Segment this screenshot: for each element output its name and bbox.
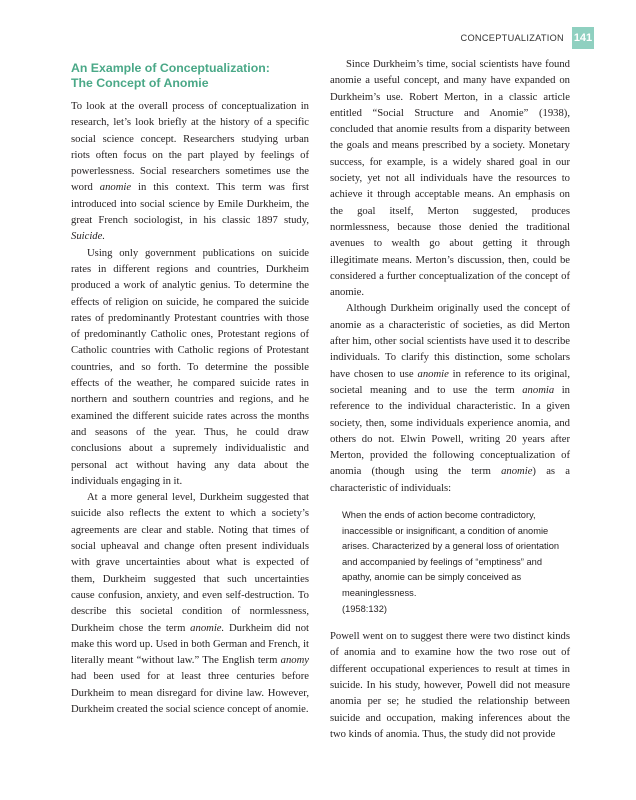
quote-text: When the ends of action become contradictory, inaccessible or insignificant, a condition of anomie arises. Characterized by a general loss of orientation and accompanied by feelings of “emptiness” and apathy, anomie can be simply conceived as meaninglessness. xyxy=(342,510,560,598)
term-anomie: anomie xyxy=(417,368,449,380)
paragraph xyxy=(330,301,570,497)
text-run: in reference to its original, societal meaning and to use the term xyxy=(330,368,570,396)
text-run: Although Durkheim originally used the concept of anomie as a characteristic of societies, as did Merton after him, other social scientists have used it to describe individuals. To clarify this distinction, some scholars have chosen to use xyxy=(330,303,570,380)
text-run: ) as a characteristic of individuals: xyxy=(330,466,570,494)
text-run: in reference to the individual characteristic. In a given society, then, some individuals experience anomia, and others do not. Elwin Powell, writing 20 years after Merton, provided the following conceptualization of anomia (though using the term xyxy=(330,384,570,478)
term-anomie: anomie xyxy=(501,466,533,478)
text-run: had been used for at least three centuries before Durkheim to mean disregard for divine law. However, Durkheim created the social science concept of anomie. xyxy=(71,671,309,715)
section-heading-line-1: An Example of Conceptualization: xyxy=(71,61,270,75)
paragraph: Using only government publications on suicide rates in different regions and countries, Durkheim produced a work of analytic genius. To determine the effects of religion on suicide, he compared the suicide rates of predominantly Protestant countries with those of predominantly Catholic ones, Protestant regions of Catholic countries with Catholic regions of Protestant countries, and so forth. To determine the possible effects of the weather, he compared suicide rates in northern and southern countries and regions, and he examined the different suicide rates across the months and seasons of the year. Thus, he could draw conclusions about a supremely individualistic and personal act without having any data about the individuals engaging in it. xyxy=(71,247,309,487)
right-column xyxy=(330,57,570,743)
running-head xyxy=(461,27,594,49)
book-title-suicide: Suicide. xyxy=(71,231,105,243)
text-run: At a more general level, Durkheim suggested that suicide also reflects the extent to which a society’s agreements are clear and stable. Noting that times of social upheaval and change often present individuals with grave uncertainties about what is expected of them, Durkheim suggested that such uncertainties cause confusion, anxiety, and even self-destruction. To describe this societal condition of normlessness, Durkheim chose the term xyxy=(71,492,309,634)
paragraph xyxy=(71,490,309,718)
term-anomia: anomia xyxy=(522,384,555,396)
term-anomy: anomy xyxy=(280,655,309,667)
left-column xyxy=(71,57,309,718)
text-run: Durkheim did not make this word up. Used in both German and French, it literally meant “without law.” The English term xyxy=(71,622,309,667)
paragraph: Powell went on to suggest there were two distinct kinds of anomia and to examine how the two rose out of different occupational experiences to result at times in suicide. In his study, however, Powell did not measure anomia per se; he studied the relationship between suicide and occupation, making inferences about the two kinds of anomia. Thus, the study did not provide xyxy=(330,631,570,740)
quote-citation: (1958:132) xyxy=(342,603,387,614)
paragraph: Since Durkheim’s time, social scientists have found anomie a useful concept, and many have expanded on Durkheim’s use. Robert Merton, in a classic article entitled “Social Structure and Anomie” (1938), concluded that anomie results from a disparity between the goals and means prescribed by a society. Monetary success, for example, is a widely shared goal in our society, yet not all individuals have the resources to achieve it through acceptable means. An emphasis on the goal itself, Merton suggested, produces normlessness, because those denied the traditional avenues to wealth go about getting it through illegitimate means. Merton’s discussion, then, could be considered a further conceptualization of the concept of anomie. xyxy=(330,59,570,299)
page-number: 141 xyxy=(572,27,594,49)
term-anomie: anomie. xyxy=(190,622,225,634)
section-heading xyxy=(71,61,309,91)
text-run: To look at the overall process of conceptualization in research, let’s look briefly at the history of a specific social science concept. Researchers studying urban riots often focus on the part played by feelings of powerlessness. Social researchers sometimes use the word xyxy=(71,101,309,194)
section-heading-line-2: The Concept of Anomie xyxy=(71,76,209,90)
term-anomie: anomie xyxy=(99,182,132,194)
running-head-title: CONCEPTUALIZATION xyxy=(460,33,564,43)
text-run: in this context. This term was first introduced into social science by Emile Durkheim, the great French sociologist, in his classic 1897 study, xyxy=(71,182,309,227)
block-quote xyxy=(342,508,570,617)
paragraph xyxy=(71,99,309,246)
